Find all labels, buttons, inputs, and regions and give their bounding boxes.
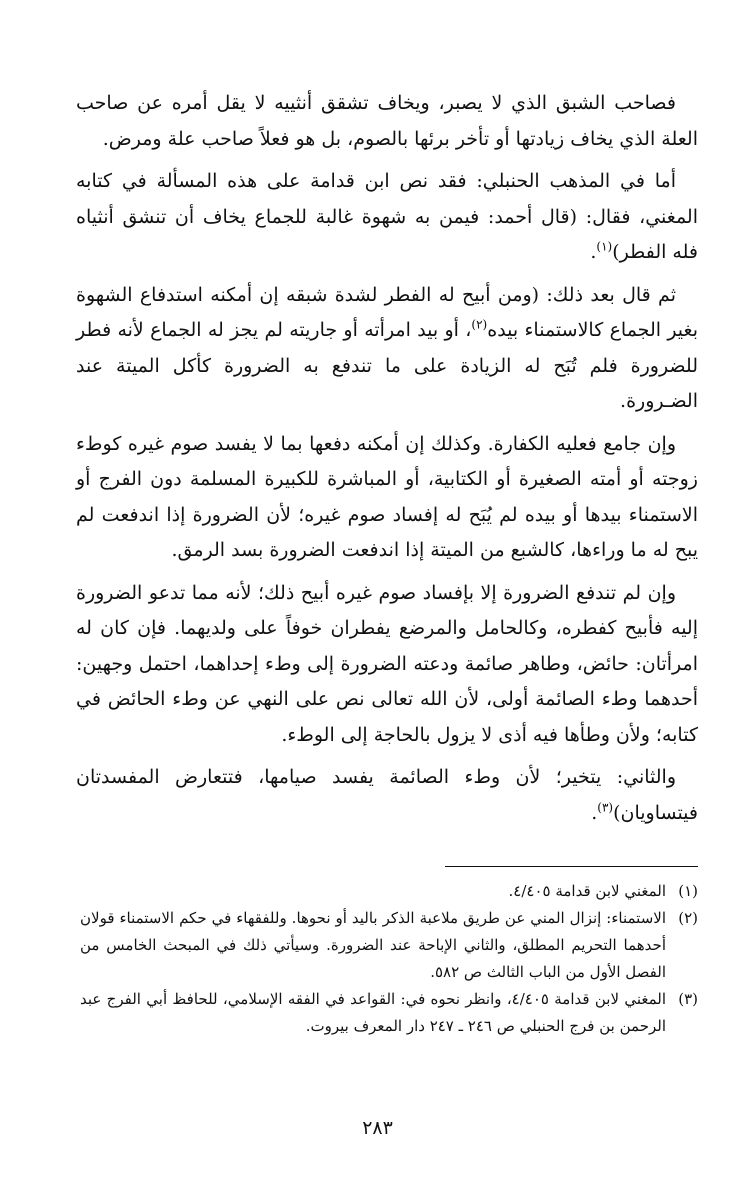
footnote-number: (٢) [678,909,698,927]
footnote-ref-3[interactable]: (٣) [597,800,614,815]
paragraph-2 [76,164,698,271]
paragraph-6-end: . [591,801,598,824]
footnote-text: الاستمناء: إنزال المني عن طريق ملاعبة الذكر باليد أو نحوها. وللفقهاء في حكم الاستمناء قولان أحدهما التحريم المطلق، والثاني الإباحة عند الضرورة. وسيأتي ذلك في المبحث الخامس من الفصل الأول من الباب الثالث ص ٥٨٢. [80,909,666,981]
paragraph-6 [76,760,698,831]
footnotes [80,878,698,1040]
footnote-separator [445,866,698,867]
paragraph-1: فصاحب الشبق الذي لا يصبر، ويخاف تشقق أنثييه لا يقل أمره عن صاحب العلة الذي يخاف زيادتها أو تأخر برئها بالصوم، بل هو فعلاً صاحب علة ومرض. [76,92,698,150]
footnote-number: (٣) [678,990,698,1008]
footnote-ref-1[interactable]: (١) [596,239,613,254]
footnote-ref-2[interactable]: (٢) [471,317,488,332]
paragraph-5: وإن لم تندفع الضرورة إلا بإفساد صوم غيره أبيح ذلك؛ لأنه مما تدعو الضرورة إليه فأبيح كفطره، وكالحامل والمرضع يفطران خوفاً على ولديهما. فإن كان له امرأتان: حائض، وطاهر صائمة ودعته الضرورة إلى وطء إحداهما، احتمل وجهين: أحدهما وطء الصائمة أولى، لأن الله تعالى نص على النهي عن وطء الحائض في كتابه؛ ولأن وطأها فيه أذى لا يزول بالحاجة إلى الوطء. [76,581,698,746]
footnote-2 [80,905,698,986]
footnote-3 [80,986,698,1040]
paragraph-2-text: أما في المذهب الحنبلي: فقد نص ابن قدامة على هذه المسألة في كتابه المغني، فقال: (قال أحمد: فيمن به شهوة غالبة للجماع يخاف أن تنشق أنثياه فله الفطر) [76,170,698,263]
paragraph-6-text: والثاني: يتخير؛ لأن وطء الصائمة يفسد صيامها، فتتعارض المفسدتان فيتساويان) [76,766,698,824]
footnote-1 [80,878,698,905]
paragraph-4: وإن جامع فعليه الكفارة. وكذلك إن أمكنه دفعها بما لا يفسد صوم غيره كوطء زوجته أو أمته الصغيرة أو الكتابية، أو المباشرة للكبيرة المسلمة دون الفرج أو الاستمناء بيدها أو بيده لم يُبَح له إفساد صوم غيره؛ لأن الضرورة إذا اندفعت لم يبح له ما وراءها، كالشبع من الميتة إذا اندفعت الضرورة بسد الرمق. [76,432,698,561]
footnote-number: (١) [678,882,698,900]
paragraph-3-text-b: ، أو بيد امرأته أو جاريته لم يجز له الجماع لأنه فطر للضرورة فلم تُبَح له الزيادة على ما تندفع به الضرورة كأكل الميتة عند الضـرورة. [76,319,698,412]
paragraph-3-text-a: ثم قال بعد ذلك: (ومن أبيح له الفطر لشدة شبقه إن أمكنه استدفاع الشهوة بغير الجماع كالاستمناء بيده [76,283,698,341]
paragraph-3 [76,278,698,420]
footnote-text: المغني لابن قدامة ٤/٤٠٥. [508,882,666,900]
footnote-text: المغني لابن قدامة ٤/٤٠٥، وانظر نحوه في: القواعد في الفقه الإسلامي، للحافظ أبي الفرج عبد الرحمن بن فرج الحنبلي ص ٢٤٦ ـ ٢٤٧ دار المعرف بيروت. [80,990,666,1035]
page-number: ٢٨٣ [362,1117,393,1139]
main-text [76,86,698,838]
paragraph-2-end: . [590,241,597,263]
